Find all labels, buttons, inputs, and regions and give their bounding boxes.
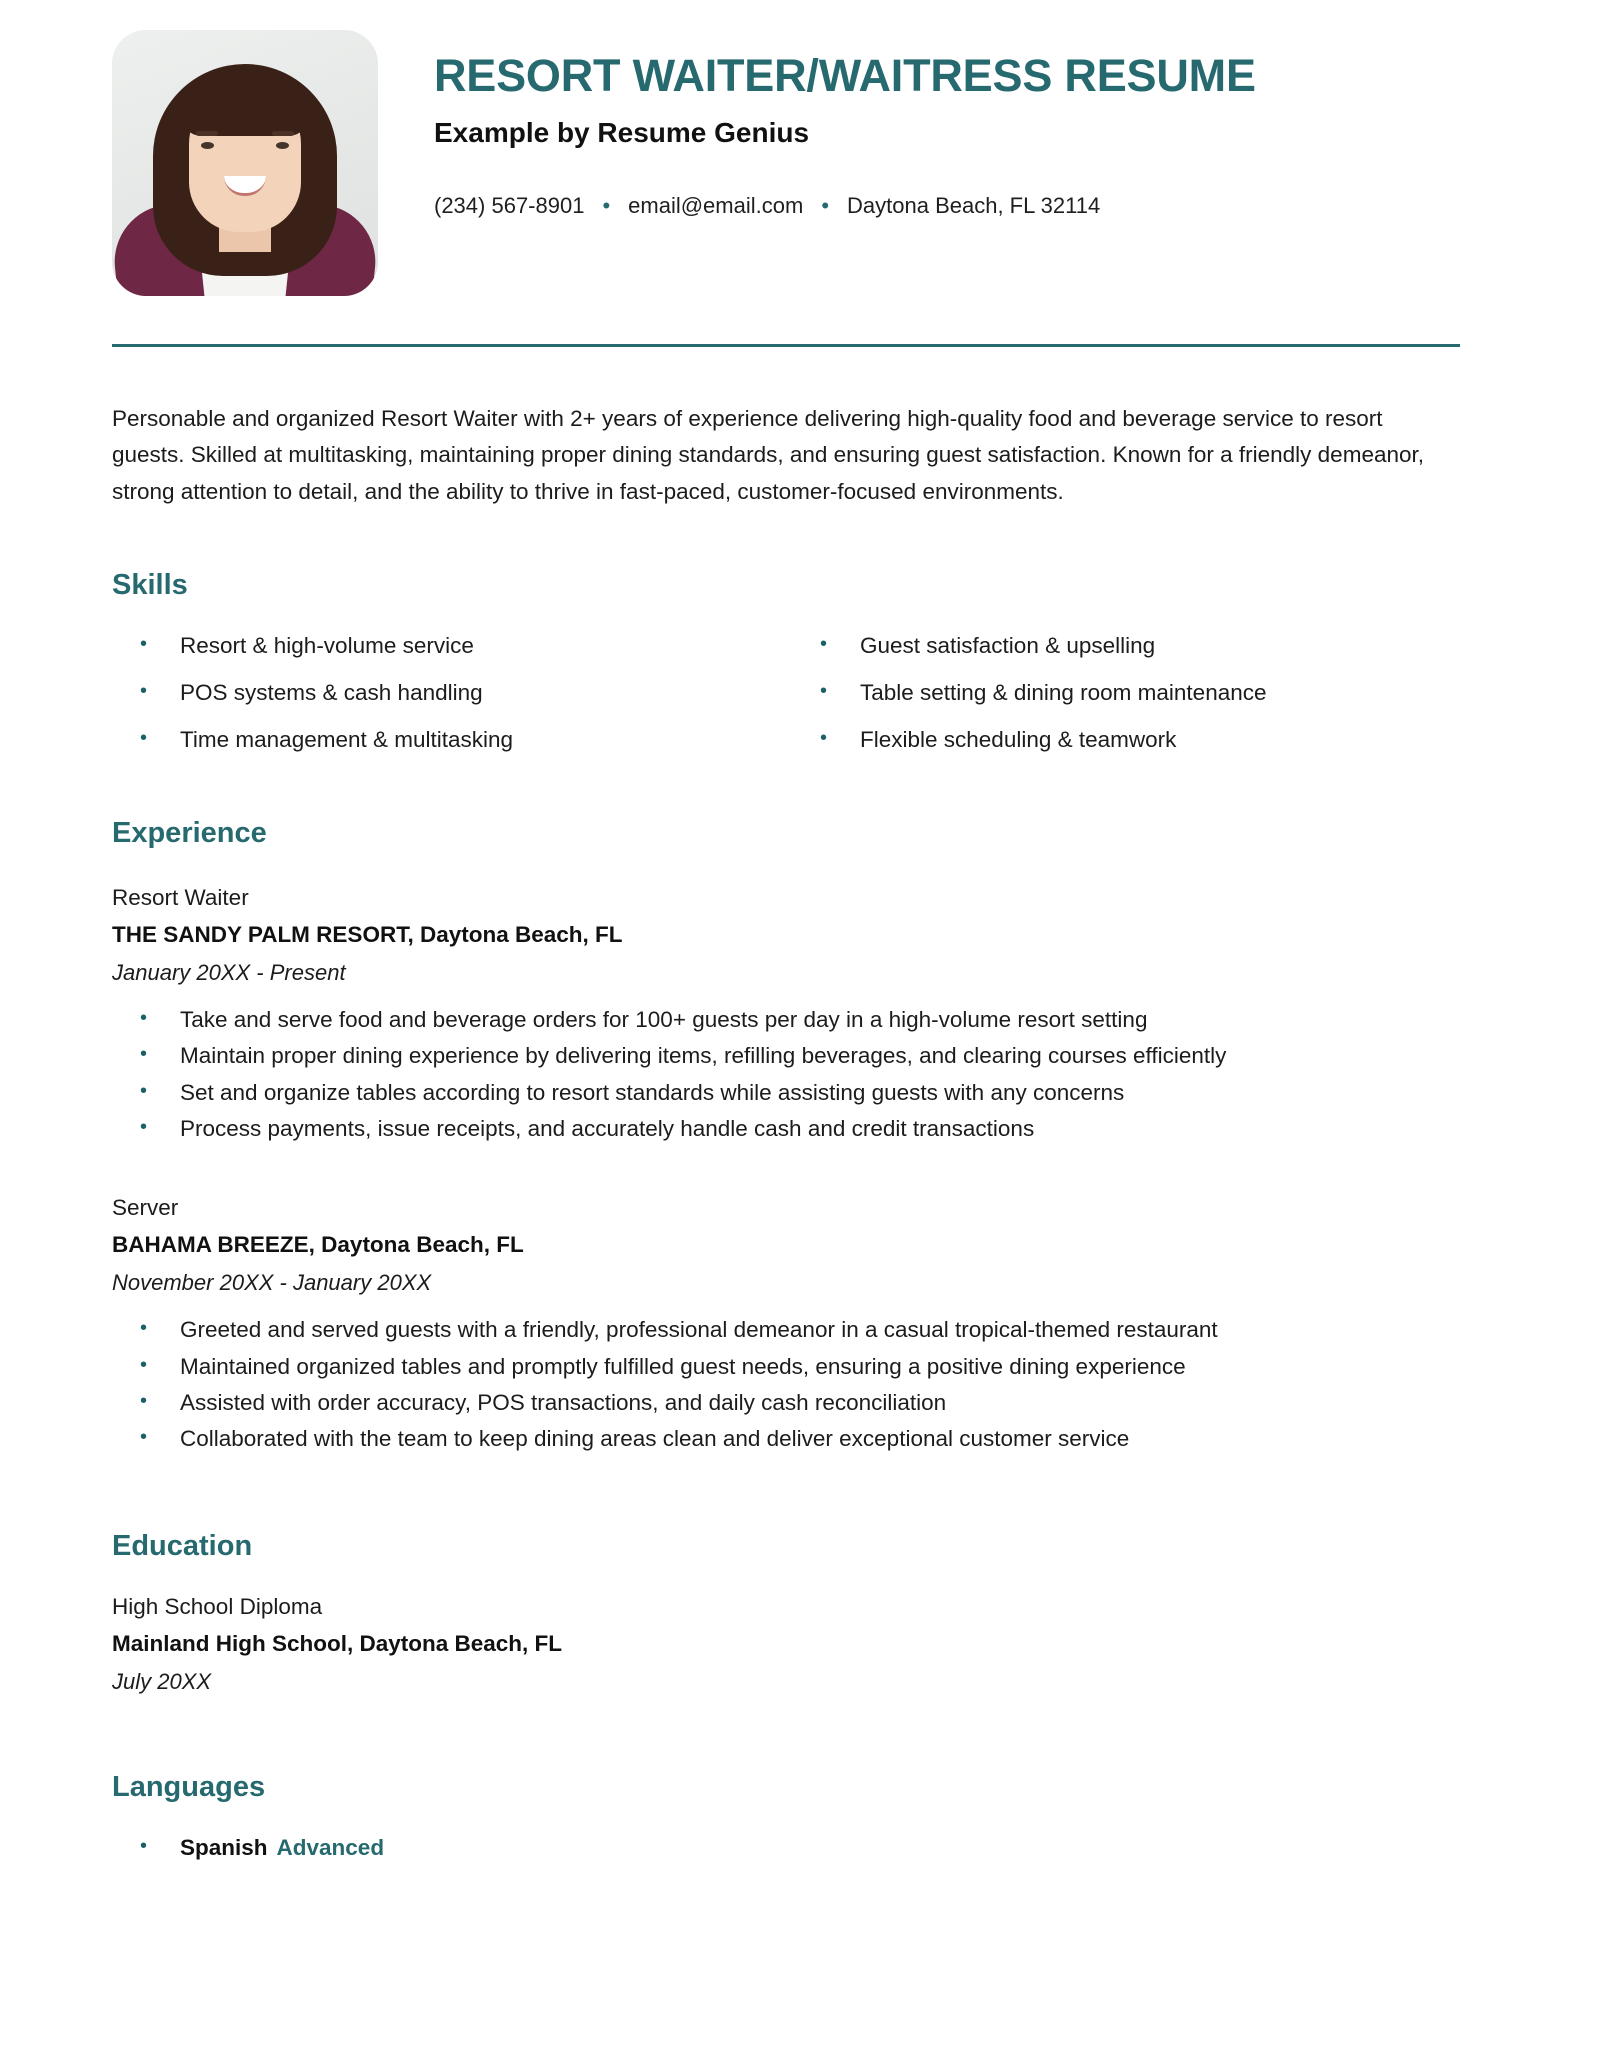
job-bullet-text: Maintain proper dining experience by delivering items, refilling beverages, and clearing courses efficiently bbox=[180, 1043, 1227, 1069]
job-dates: January 20XX - Present bbox=[112, 960, 346, 986]
experience-entry bbox=[112, 881, 1460, 1147]
list-item bbox=[792, 629, 1460, 664]
list-item bbox=[112, 1039, 1460, 1073]
section-title-education: Education bbox=[112, 1529, 253, 1562]
list-item bbox=[112, 1422, 1460, 1456]
education-date: July 20XX bbox=[112, 1669, 212, 1695]
contact-phone: (234) 567-8901 bbox=[434, 193, 585, 219]
page-subtitle: Example by Resume Genius bbox=[434, 116, 810, 148]
job-bullet-text: Process payments, issue receipts, and accurately handle cash and credit transactions bbox=[180, 1116, 1035, 1142]
contact-separator-icon: • bbox=[821, 193, 830, 219]
education-entry bbox=[112, 1590, 1460, 1699]
photo-eye-left-shape bbox=[201, 142, 214, 149]
bullet-icon: • bbox=[140, 1835, 148, 1857]
photo-brow-left-shape bbox=[196, 131, 218, 136]
bullet-icon: • bbox=[820, 633, 828, 656]
list-item bbox=[112, 676, 792, 711]
skill-label: Resort & high-volume service bbox=[180, 633, 474, 659]
list-item bbox=[112, 1112, 1460, 1146]
job-company: THE SANDY PALM RESORT, Daytona Beach, FL bbox=[112, 922, 623, 948]
job-bullet-list bbox=[112, 1003, 1460, 1147]
section-title-experience: Experience bbox=[112, 816, 267, 849]
skill-label: POS systems & cash handling bbox=[180, 679, 483, 705]
skill-label: Guest satisfaction & upselling bbox=[860, 633, 1156, 659]
experience-entry bbox=[112, 1191, 1460, 1457]
resume-content bbox=[0, 401, 1600, 1865]
photo-hair-front-shape bbox=[179, 74, 311, 136]
bullet-icon: • bbox=[140, 1426, 148, 1449]
list-item bbox=[112, 1313, 1460, 1347]
list-item bbox=[112, 1003, 1460, 1037]
list-item bbox=[112, 1350, 1460, 1384]
list-item bbox=[112, 1386, 1460, 1420]
section-title-languages: Languages bbox=[112, 1771, 266, 1804]
photo-eye-right-shape bbox=[276, 142, 289, 149]
avatar bbox=[112, 30, 378, 296]
bullet-icon: • bbox=[140, 1079, 148, 1102]
bullet-icon: • bbox=[140, 1353, 148, 1376]
header-divider bbox=[112, 344, 1460, 347]
bullet-icon: • bbox=[820, 726, 828, 749]
bullet-icon: • bbox=[140, 1116, 148, 1139]
languages-list bbox=[112, 1831, 1460, 1865]
list-item bbox=[112, 723, 792, 758]
job-company: BAHAMA BREEZE, Daytona Beach, FL bbox=[112, 1232, 524, 1258]
contact-location: Daytona Beach, FL 32114 bbox=[847, 193, 1101, 219]
skill-label: Table setting & dining room maintenance bbox=[860, 679, 1267, 705]
skill-label: Time management & multitasking bbox=[180, 726, 514, 752]
bullet-icon: • bbox=[140, 633, 148, 656]
list-item bbox=[792, 723, 1460, 758]
skill-label: Flexible scheduling & teamwork bbox=[860, 726, 1177, 752]
summary-paragraph: Personable and organized Resort Waiter with 2+ years of experience delivering high-quality food and beverage service to resort guests. Skilled at multitasking, maintaining proper dining standards, and ensuring guest satisfaction. Known for a friendly demeanor, strong attention to detail, and the ability to thrive in fast-paced, customer-focused environments. bbox=[112, 406, 1424, 504]
bullet-icon: • bbox=[140, 1390, 148, 1413]
contact-separator-icon: • bbox=[602, 193, 611, 219]
list-item bbox=[112, 629, 792, 664]
job-bullet-list bbox=[112, 1313, 1460, 1457]
bullet-icon: • bbox=[820, 679, 828, 702]
list-item bbox=[112, 1076, 1460, 1110]
education-school: Mainland High School, Daytona Beach, FL bbox=[112, 1631, 563, 1657]
bullet-icon: • bbox=[140, 679, 148, 702]
bullet-icon: • bbox=[140, 1007, 148, 1030]
contact-email: email@email.com bbox=[628, 193, 804, 219]
job-role: Server bbox=[112, 1194, 179, 1220]
job-bullet-text: Set and organize tables according to resort standards while assisting guests with any concerns bbox=[180, 1079, 1125, 1105]
list-item bbox=[792, 676, 1460, 711]
section-title-skills: Skills bbox=[112, 569, 188, 602]
job-bullet-text: Assisted with order accuracy, POS transactions, and daily cash reconciliation bbox=[180, 1390, 947, 1416]
header-text-block bbox=[378, 30, 1256, 219]
page-title: RESORT WAITER/WAITRESS RESUME bbox=[434, 50, 1256, 101]
job-role: Resort Waiter bbox=[112, 884, 249, 910]
bullet-icon: • bbox=[140, 1043, 148, 1066]
section-languages bbox=[112, 1770, 1460, 1865]
education-degree: High School Diploma bbox=[112, 1593, 323, 1619]
resume-header bbox=[0, 0, 1600, 296]
job-bullet-text: Take and serve food and beverage orders for 100+ guests per day in a high-volume resort setting bbox=[180, 1007, 1148, 1033]
list-item bbox=[112, 1831, 1460, 1865]
bullet-icon: • bbox=[140, 726, 148, 749]
section-education bbox=[112, 1529, 1460, 1698]
language-level: Advanced bbox=[276, 1835, 385, 1860]
job-bullet-text: Collaborated with the team to keep dining areas clean and deliver exceptional customer service bbox=[180, 1426, 1130, 1452]
bullet-icon: • bbox=[140, 1317, 148, 1340]
language-name: Spanish bbox=[180, 1835, 268, 1860]
contact-line bbox=[434, 193, 1256, 219]
job-bullet-text: Greeted and served guests with a friendly, professional demeanor in a casual tropical-themed restaurant bbox=[180, 1317, 1218, 1343]
job-bullet-text: Maintained organized tables and promptly fulfilled guest needs, ensuring a positive dining experience bbox=[180, 1353, 1186, 1379]
photo-brow-right-shape bbox=[272, 131, 294, 136]
section-skills bbox=[112, 568, 1460, 757]
skills-grid bbox=[112, 629, 1460, 758]
section-experience bbox=[112, 816, 1460, 1457]
headshot-photo bbox=[112, 30, 378, 296]
job-dates: November 20XX - January 20XX bbox=[112, 1270, 432, 1296]
